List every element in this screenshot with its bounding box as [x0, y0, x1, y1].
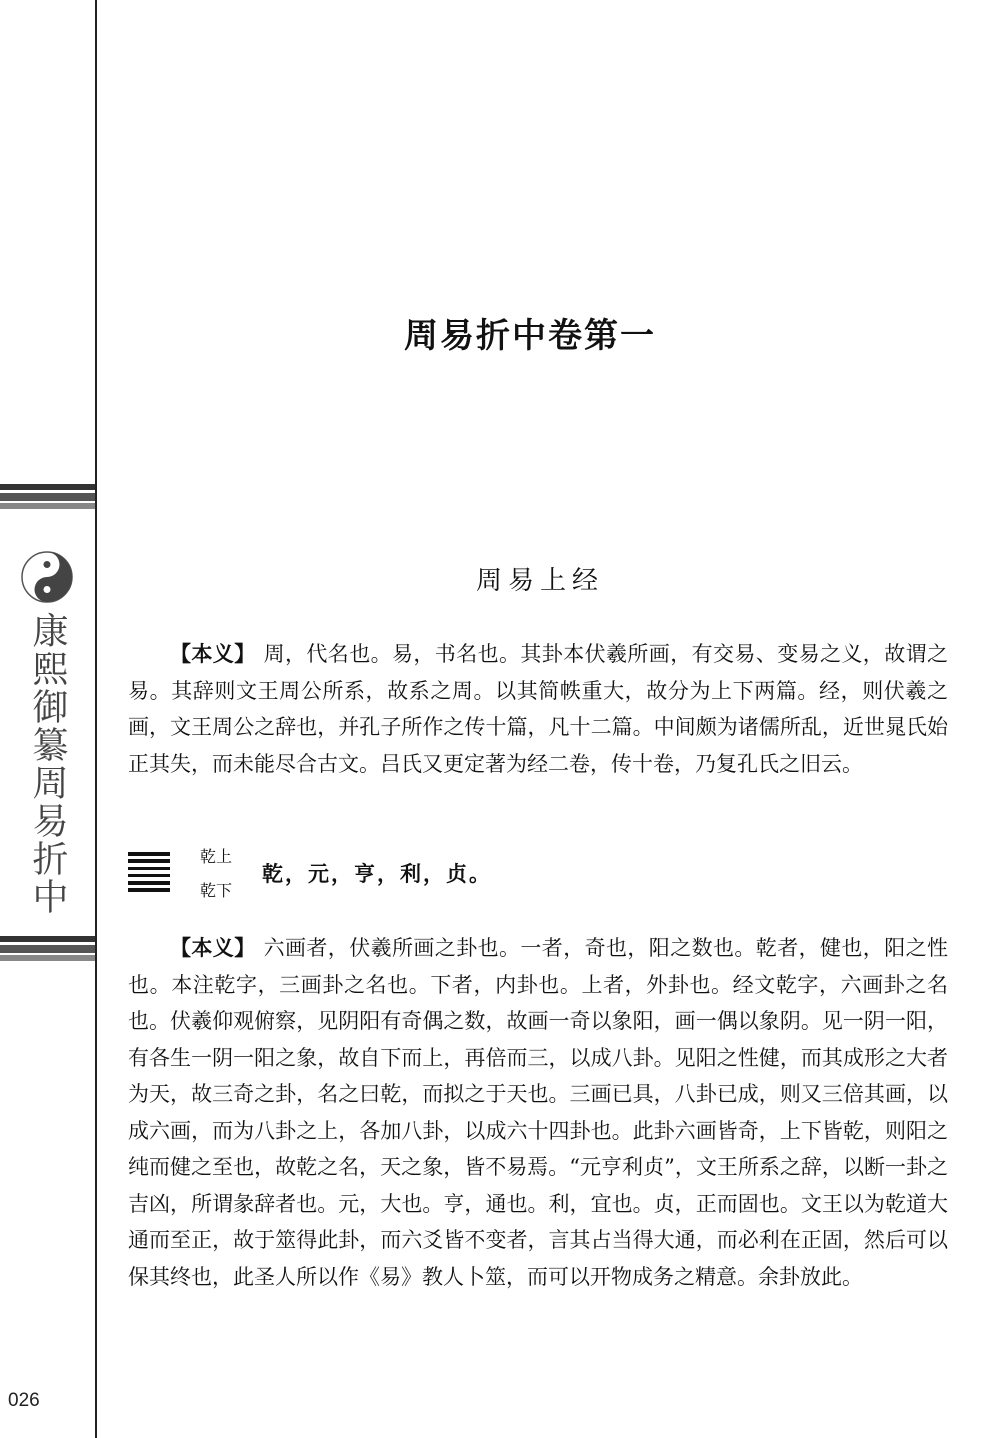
qian-hexagram-icon: [128, 852, 170, 894]
commentary-label: 【本义】: [170, 641, 256, 666]
commentary-label: 【本义】: [170, 935, 256, 960]
hexagram-judgment: 乾，元，亨，利，贞。: [262, 861, 492, 886]
commentary-paragraph-2: [128, 930, 948, 1295]
sidebar-band-bottom: [0, 936, 95, 961]
commentary-text: 周，代名也。易，书名也。其卦本伏羲所画，有交易、变易之义，故谓之易。其辞则文王周公所系，故系之周。以其简帙重大，故分为上下两篇。经，则伏羲之画，文王周公之辞也，并孔子所作之传十篇，凡十二篇。中间颇为诸儒所乱，近世晁氏始正其失，而未能尽合古文。吕氏又更定著为经二卷，传十卷，乃复孔氏之旧云。: [128, 642, 949, 776]
page-number: 026: [8, 1390, 40, 1411]
hexagram-row: [128, 840, 928, 904]
spine-divider: [95, 0, 97, 1438]
section-title: 周易上经: [475, 566, 604, 596]
trigram-upper: 乾上: [200, 847, 233, 866]
series-title: 康熙御纂周易折中: [27, 612, 68, 916]
sidebar-band-top: [0, 484, 95, 509]
chapter-title: 周易折中卷第一: [404, 316, 656, 356]
taiji-icon: [20, 550, 74, 604]
commentary-text: 六画者，伏羲所画之卦也。一者，奇也，阳之数也。乾者，健也，阳之性也。本注乾字，三画卦之名也。下者，内卦也。上者，外卦也。经文乾字，六画卦之名也。伏羲仰观俯察，见阴阳有奇偶之数，故画一奇以象阳，画一偶以象阴。见一阴一阳，有各生一阴一阳之象，故自下而上，再倍而三，以成八卦。见阳之性健，而其成形之大者为天，故三奇之卦，名之曰乾，而拟之于天也。三画已具，八卦已成，则又三倍其画，以成六画，而为八卦之上，各加八卦，以成六十四卦也。此卦六画皆奇，上下皆乾，则阳之纯而健之至也，故乾之名，天之象，皆不易焉。“元亨利贞”，文王所系之辞，以断一卦之吉凶，所谓彖辞者也。元，大也。亨，通也。利，宜也。贞，正而固也。文王以为乾道大通而至正，故于筮得此卦，而六爻皆不变者，言其占当得大通，而必利在正固，然后可以保其终也，此圣人所以作《易》教人卜筮，而可以开物成务之精意。余卦放此。: [128, 936, 949, 1289]
trigram-lower: 乾下: [200, 881, 233, 900]
commentary-paragraph-1: [128, 636, 948, 782]
